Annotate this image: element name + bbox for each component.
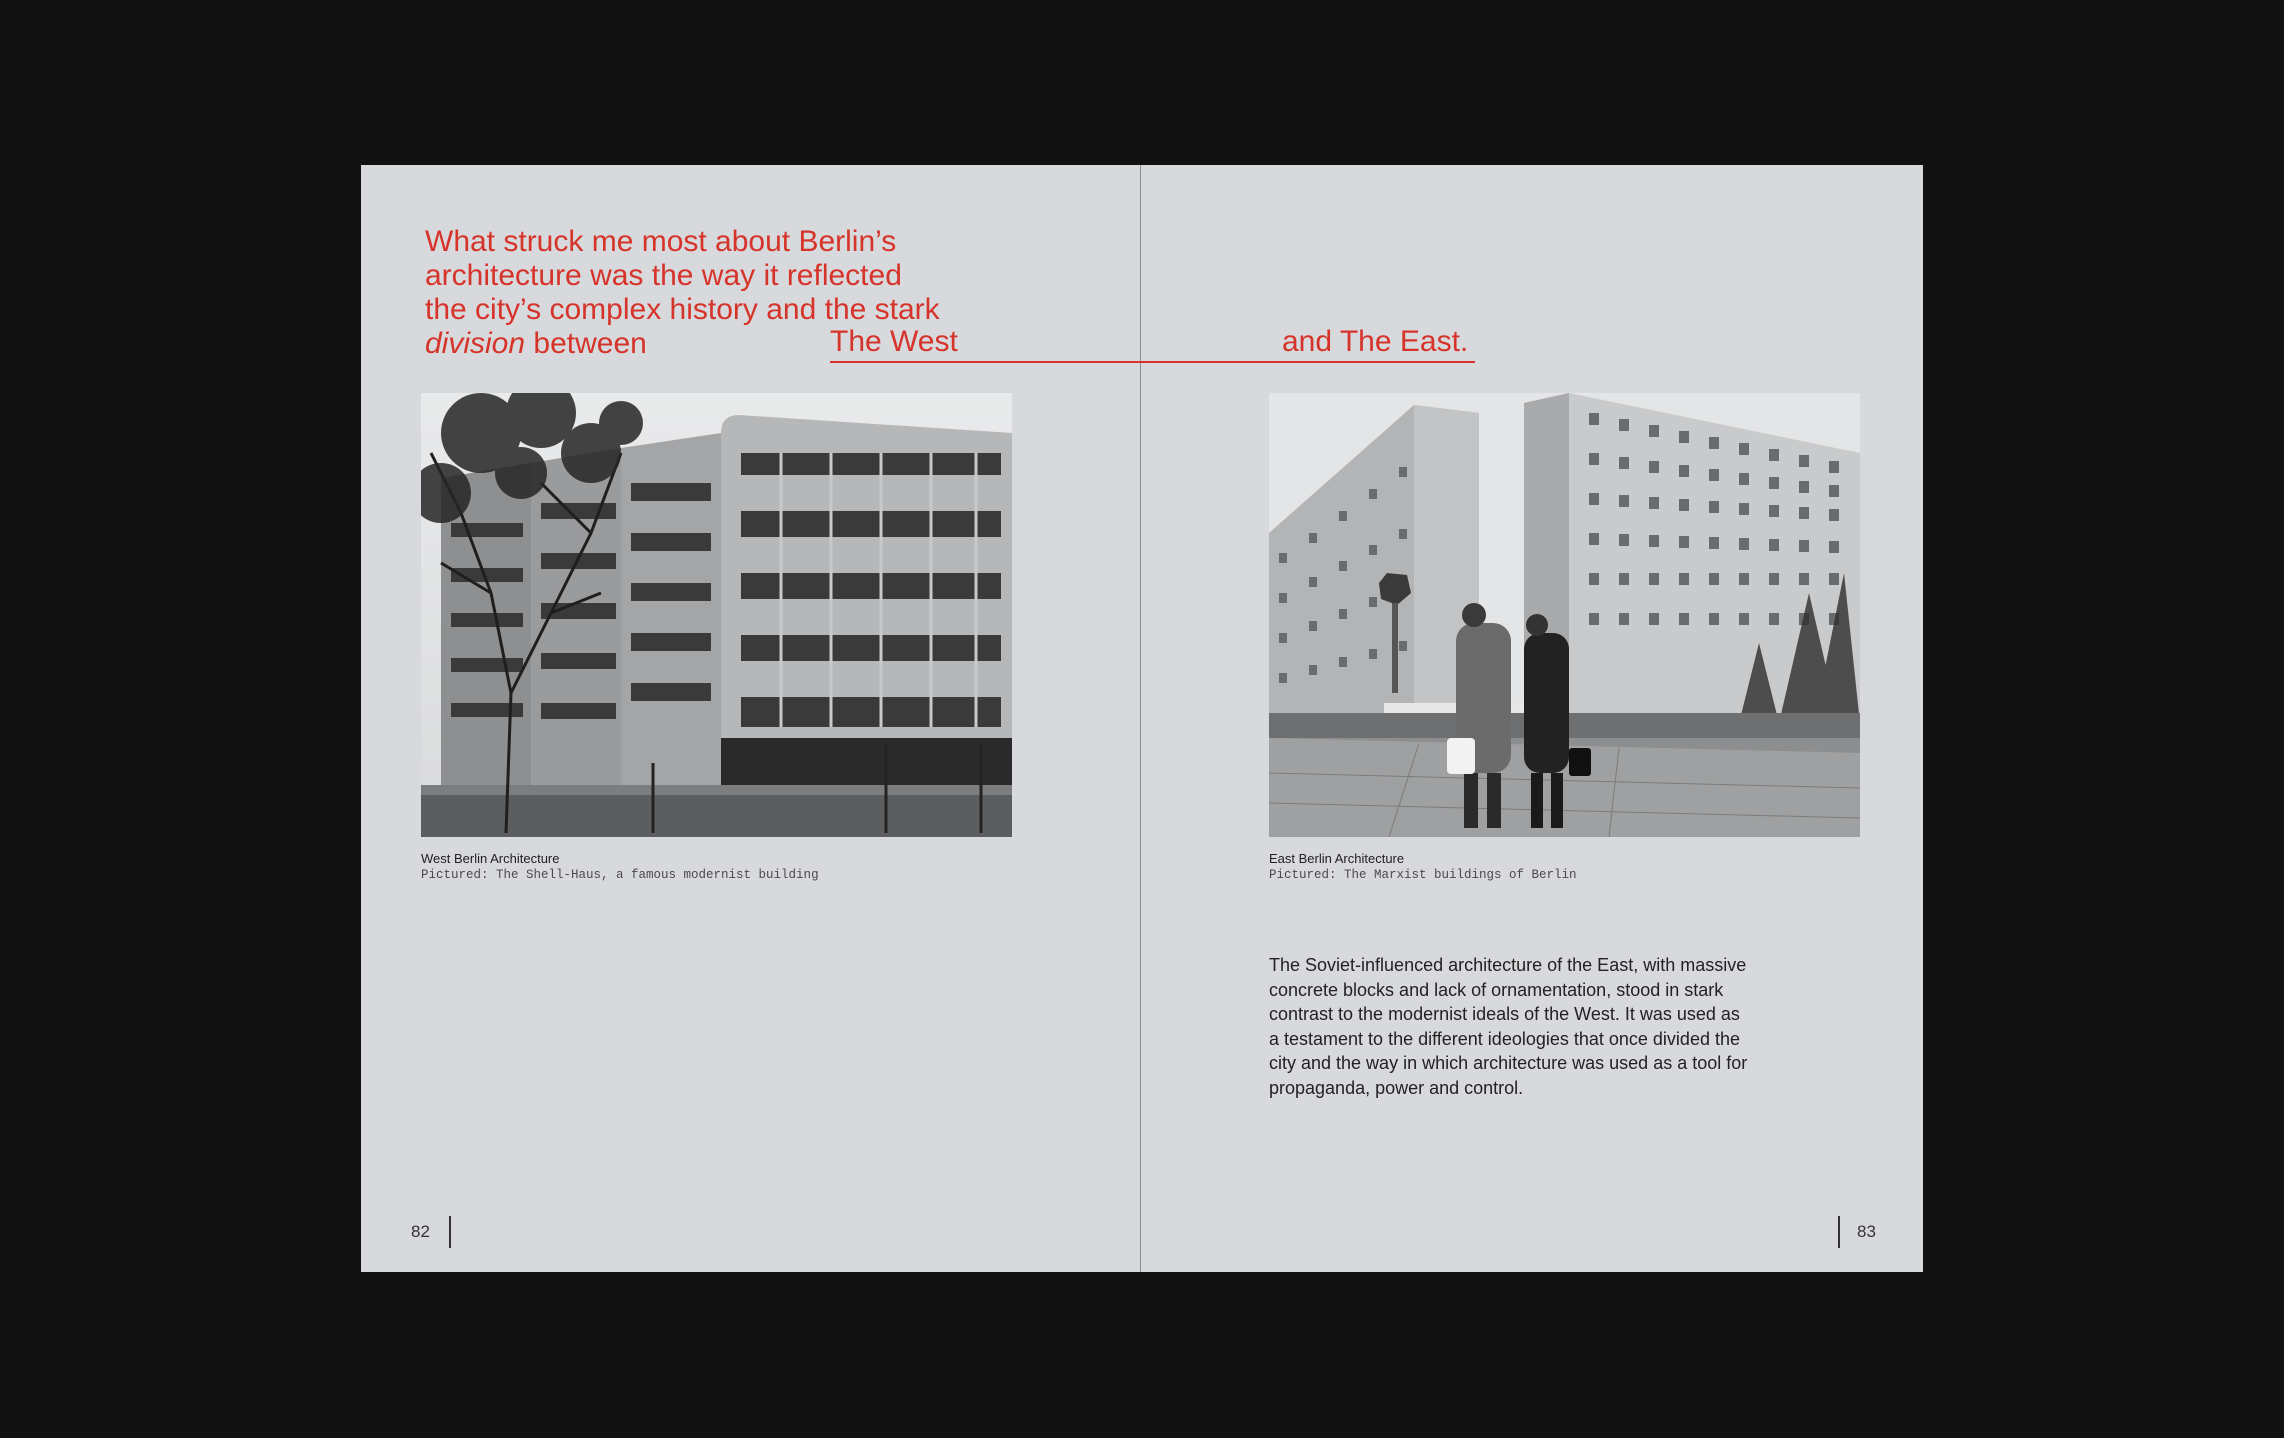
caption-title: West Berlin Architecture bbox=[421, 851, 560, 866]
body-paragraph bbox=[1269, 953, 1849, 1100]
caption-title: East Berlin Architecture bbox=[1269, 851, 1405, 866]
folio-bar-right bbox=[1838, 1216, 1840, 1248]
accent-rule bbox=[830, 361, 1475, 363]
west-label: The West bbox=[830, 325, 958, 358]
body-line: propaganda, power and control. bbox=[1269, 1077, 1524, 1098]
page-number-right: 83 bbox=[1857, 1222, 1876, 1241]
pull-quote-line: the city’s complex history and the stark bbox=[425, 293, 940, 326]
caption-subtitle: Pictured: The Marxist buildings of Berlin bbox=[1269, 868, 1577, 882]
body-line: contrast to the modernist ideals of the West. It was used as bbox=[1269, 1004, 1740, 1024]
page-number-left: 82 bbox=[411, 1222, 430, 1241]
pull-quote-tail: between bbox=[525, 327, 647, 360]
book-spread bbox=[361, 165, 1923, 1272]
east-caption bbox=[1269, 850, 1869, 884]
body-line: The Soviet-influenced architecture of the East, with massive bbox=[1269, 955, 1747, 975]
body-line: concrete blocks and lack of ornamentation, stood in stark bbox=[1269, 979, 1724, 1000]
shell-haus-image bbox=[421, 393, 1012, 837]
body-line: a testament to the different ideologies that once divided the bbox=[1269, 1028, 1740, 1049]
spine-divider bbox=[1140, 165, 1141, 1272]
pull-quote-line: architecture was the way it reflected bbox=[425, 259, 902, 292]
pull-quote-line: What struck me most about Berlin’s bbox=[425, 225, 897, 258]
caption-subtitle: Pictured: The Shell-Haus, a famous modernist building bbox=[421, 868, 819, 882]
east-label: and The East. bbox=[1282, 325, 1469, 358]
folio-bar-left bbox=[449, 1216, 451, 1248]
east-berlin-photo bbox=[1269, 393, 1860, 837]
body-line: city and the way in which architecture was used as a tool for bbox=[1269, 1053, 1748, 1073]
emphasis-word: division bbox=[425, 327, 526, 360]
marxist-buildings-image bbox=[1269, 393, 1860, 837]
west-berlin-photo bbox=[421, 393, 1012, 837]
west-caption bbox=[421, 850, 1021, 884]
